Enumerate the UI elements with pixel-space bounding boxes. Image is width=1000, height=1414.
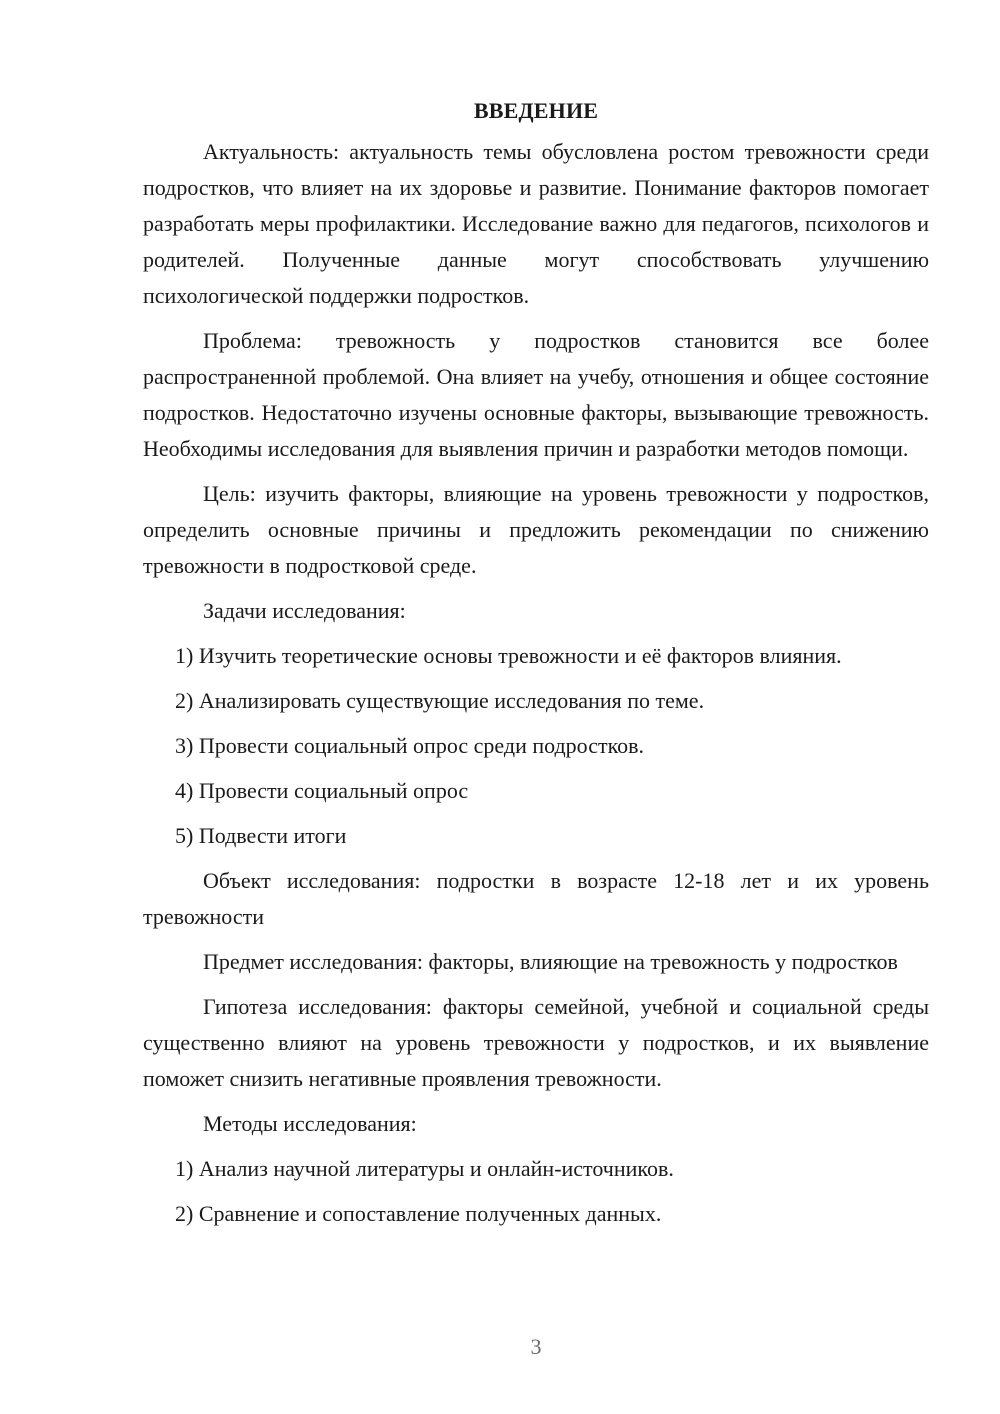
methods-heading: Методы исследования: [203, 1111, 417, 1136]
page-number: 3 [530, 1334, 542, 1359]
list-item: 3) Провести социальный опрос среди подростков. [175, 733, 645, 758]
relevance-paragraph: Актуальность: актуальность темы обусловлена ростом тревожности среди подростков, что влияет на их здоровье и развитие. Понимание факторов помогает разработать меры профилактики. Исследование важно для педагогов, психологов и родителей. Полученные данные могут способствовать улучшению психологической поддержки подростков. [143, 139, 929, 308]
goal-paragraph: Цель: изучить факторы, влияющие на уровень тревожности у подростков, определить основные причины и предложить рекомендации по снижению тревожности в подростковой среде. [143, 481, 929, 578]
object-paragraph: Объект исследования: подростки в возрасте 12-18 лет и их уровень тревожности [143, 868, 929, 929]
list-item: 2) Анализировать существующие исследования по теме. [175, 688, 705, 713]
list-item: 2) Сравнение и сопоставление полученных данных. [175, 1201, 662, 1226]
list-item: 5) Подвести итоги [175, 823, 347, 848]
list-item: 1) Изучить теоретические основы тревожности и её факторов влияния. [175, 643, 842, 668]
tasks-heading: Задачи исследования: [203, 598, 406, 623]
page-title: ВВЕДЕНИЕ [473, 98, 599, 123]
hypothesis-paragraph: Гипотеза исследования: факторы семейной, учебной и социальной среды существенно влияют на уровень тревожности у подростков, и их выявление поможет снизить негативные проявления тревожности. [143, 994, 929, 1091]
document-page [143, 96, 929, 1241]
problem-paragraph: Проблема: тревожность у подростков становится все более распространенной проблемой. Она влияет на учебу, отношения и общее состояние подростков. Недостаточно изучены основные факторы, вызывающие тревожность. Необходимы исследования для выявления причин и разработки методов помощи. [143, 328, 929, 461]
list-item: 4) Провести социальный опрос [175, 778, 469, 803]
list-item: 1) Анализ научной литературы и онлайн-источников. [175, 1156, 674, 1181]
methods-list [143, 1151, 929, 1232]
tasks-list [143, 638, 929, 854]
subject-paragraph: Предмет исследования: факторы, влияющие на тревожность у подростков [203, 949, 898, 974]
